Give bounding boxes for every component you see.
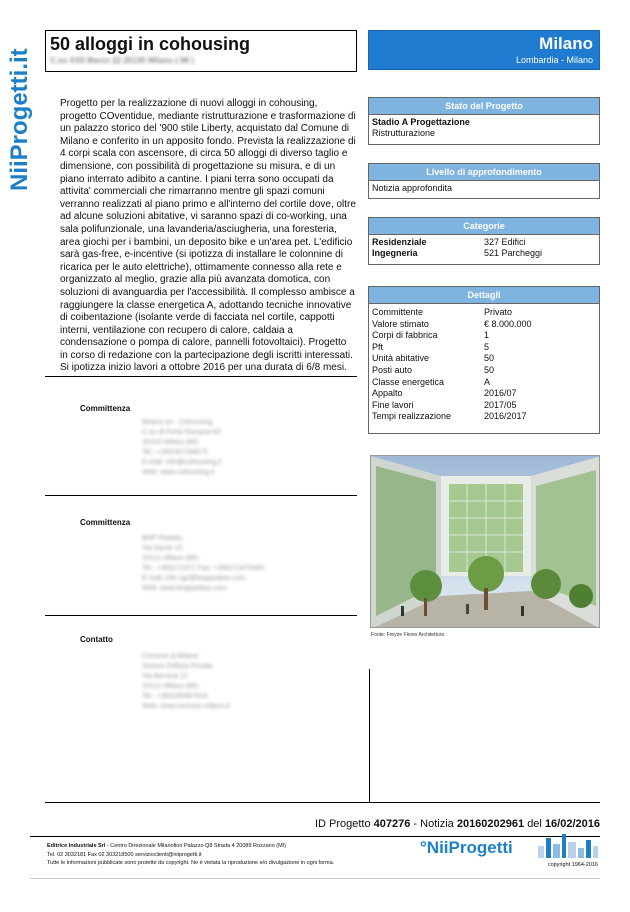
contact-line: Comune di Milano xyxy=(142,653,199,660)
contact-label: Committenza xyxy=(80,518,131,527)
dettaglio-value: Privato xyxy=(484,307,513,317)
dettaglio-row xyxy=(372,388,596,400)
categoria-value: 327 Edifici xyxy=(484,237,526,247)
dettaglio-key: Classe energetica xyxy=(372,376,445,387)
contact-line: Tel.: +390287168675 xyxy=(142,449,208,456)
contact-label: Contatto xyxy=(80,635,113,644)
contact-line: Tel.: +390288467916 xyxy=(142,693,208,700)
title-box xyxy=(45,30,357,72)
livello-value: Notizia approfondita xyxy=(372,183,453,193)
contact-block-committenza-2 xyxy=(142,534,264,594)
dettaglio-row xyxy=(372,353,596,365)
footer-brand xyxy=(420,832,600,872)
dettaglio-row xyxy=(372,411,596,423)
contact-line: BNP Paribas xyxy=(142,535,182,542)
contact-line: Via Dante 15 xyxy=(142,545,183,552)
id-prefix: ID Progetto xyxy=(314,818,371,830)
categoria-name: Ingegneria xyxy=(372,248,418,258)
dettaglio-value: 5 xyxy=(484,341,490,352)
dettaglio-value: 50 xyxy=(484,364,495,375)
categoria-name: Residenziale xyxy=(372,237,427,247)
logo-text: NiiProgetti.it xyxy=(6,48,33,191)
contact-block-contatto xyxy=(142,652,230,712)
contact-line: C.so di Porta Romana 63 xyxy=(142,429,221,436)
livello-box xyxy=(368,163,600,199)
dettaglio-key: Committente xyxy=(372,307,424,317)
stato-progetto-header: Stato del Progetto xyxy=(369,98,599,115)
dettaglio-key: Corpi di fabbrica xyxy=(372,330,438,341)
project-address: C.so XXII Marzo 22 20135 Milano ( MI ) xyxy=(50,56,195,65)
notizia-number: 20160202961 xyxy=(456,818,525,830)
contact-line: Newco srl - Cohousing xyxy=(142,419,213,426)
contact-line: 20121 Milano (MI) xyxy=(142,555,199,562)
dettaglio-key: Posti auto xyxy=(372,364,413,375)
city-box xyxy=(368,30,600,70)
divider xyxy=(45,802,600,803)
contact-line: E-mail: info.sgr@bnpparibas.com xyxy=(142,575,246,582)
contact-line: E-mail: info@cohousing.it xyxy=(142,459,222,466)
dettaglio-key: Appalto xyxy=(372,388,403,399)
dettaglio-row xyxy=(372,365,596,377)
dettaglio-value: € 8.000.000 xyxy=(484,318,532,329)
contact-line: Web: www.bnpparibas.com xyxy=(142,585,227,592)
dettaglio-row xyxy=(372,377,596,389)
dettaglio-key: Fine lavori xyxy=(372,399,414,410)
stato-type: Ristrutturazione xyxy=(372,128,436,138)
project-title: 50 alloggi in cohousing xyxy=(50,34,251,54)
dettaglio-row xyxy=(372,307,596,319)
footer-notice: Tutte le informazioni pubblicate sono protette da copyright. Ne è vietata la riproduzione e/o divulgazione in ogni forma. xyxy=(47,860,335,866)
footer-company: Editrice Industriale Srl xyxy=(47,843,106,849)
contact-line: Tel.: +390272471 Fax: +390272476465 xyxy=(142,565,265,572)
categoria-row xyxy=(372,248,596,259)
divider xyxy=(45,495,357,496)
footer-address: - Centro Direzionale Milanofiori Palazzo Q8 Strada 4 20089 Rozzano (MI) xyxy=(105,843,287,849)
skyline-icon xyxy=(538,834,598,858)
dettaglio-value: A xyxy=(484,376,491,387)
contact-label: Committenza xyxy=(80,404,131,413)
contact-line: 20121 Milano (MI) xyxy=(142,683,199,690)
city-name: Milano xyxy=(539,34,593,53)
project-description: Progetto per la realizzazione di nuovi alloggi in cohousing, progetto COventidue, mediante ristrutturazione e trasformazione di un palazzo storico del '900 stile Liberty, acquistato dal Comune di Milano e conferito in un apposito fondo. Prevista la realizzazione di 4 corpi scala con ascensore, di circa 50 alloggi di diverso taglio e dimensione, con possibilità di progettazione su misura, e di un piano interrato adibito a cantine. I piani terra sono occupati da attivita' commerciali che rimarranno mentre gli spazi comuni verranno realizzati al piano primo e all'interno del cortile dove, oltre ad alcune soluzioni abitative, vi saranno spazi di co-working, una sala polifunzionale, una lavanderia/asciugheria, una foresteria, area giochi per i bambini, un deposito bike e un'area pet. L'edificio sarà gas-free, e-incentive (si ipotizza di installare le colonnine di ricarica per le auto elettriche), ottimamente connesso alla rete e organizzato al meglio, grazie alla più avanzata domotica, con soluzioni di avanguardia per l'accessibilità. Il complesso ambisce a raggiungere la classe energetica A, adottando tecniche innovative di coibentazione (isolante verde di facciata nel cortile, cappotti interni, ventilazione con recupero di calore, caldaia a condensazione o pompa di calore, pannelli fotovoltaici). Progetto in corso di redazione con la partecipazione degli iscritti interessati. Si ipotizza inizio lavori a ottobre 2016 per una durata di 6/8 mesi. xyxy=(60,98,356,374)
brand-logo-text: °NiiProgetti xyxy=(420,838,513,857)
notizia-prefix: - Notizia xyxy=(413,818,454,830)
dettaglio-row xyxy=(372,342,596,354)
footer-text xyxy=(47,842,427,868)
dettaglio-key: Unità abitative xyxy=(372,353,430,364)
project-rendering-image xyxy=(370,455,600,628)
contact-line: Via Bernina 12 xyxy=(142,673,188,680)
copyright: copyright 1964-2016 xyxy=(547,862,598,868)
dettaglio-row xyxy=(372,319,596,331)
project-id: 407276 xyxy=(373,818,411,830)
dettagli-header: Dettagli xyxy=(369,287,599,304)
contact-line: Settore Edilizia Privata xyxy=(142,663,213,670)
contact-line: 20100 Milano (MI) xyxy=(142,439,199,446)
dettaglio-value: 2016/2017 xyxy=(484,411,527,422)
categoria-value: 521 Parcheggi xyxy=(484,248,543,258)
dettaglio-value: 50 xyxy=(484,353,495,364)
project-id-line xyxy=(315,818,600,830)
dettaglio-value: 2016/07 xyxy=(484,388,517,399)
dettaglio-row xyxy=(372,400,596,412)
dettaglio-key: Pft xyxy=(372,341,384,352)
vertical-divider xyxy=(369,669,370,802)
dettaglio-key: Tempi realizzazione xyxy=(372,411,452,422)
livello-header: Livello di approfondimento xyxy=(369,164,599,181)
dettaglio-key: Valore stimato xyxy=(372,318,429,329)
dettaglio-row xyxy=(372,330,596,342)
dettaglio-value: 1 xyxy=(484,330,490,341)
photo-caption: Fonte: Freyrie Flores Architettura xyxy=(371,632,445,638)
contact-block-committenza-1 xyxy=(142,418,221,478)
contact-line: Web: www.cohousing.it xyxy=(142,469,215,476)
divider xyxy=(45,376,357,377)
notizia-date: 16/02/2016 xyxy=(544,818,600,830)
categorie-box xyxy=(368,217,600,265)
vertical-logo xyxy=(0,28,34,193)
divider xyxy=(45,615,357,616)
dettaglio-value: 2017/05 xyxy=(484,399,517,410)
categorie-header: Categorie xyxy=(369,218,599,235)
categoria-row xyxy=(372,237,596,248)
stato-progetto-box xyxy=(368,97,600,145)
contact-line: Web: www.comune.milano.it xyxy=(142,703,230,710)
date-prefix: del xyxy=(527,818,542,830)
city-region: Lombardia - Milano xyxy=(515,55,593,65)
footer-phone: Tel. 02 3032181 Fax 02 303218500 servizioclienti@niiprogetti.it xyxy=(47,851,202,858)
stato-stage: Stadio A Progettazione xyxy=(372,117,470,127)
divider xyxy=(30,878,600,879)
dettagli-box xyxy=(368,286,600,434)
